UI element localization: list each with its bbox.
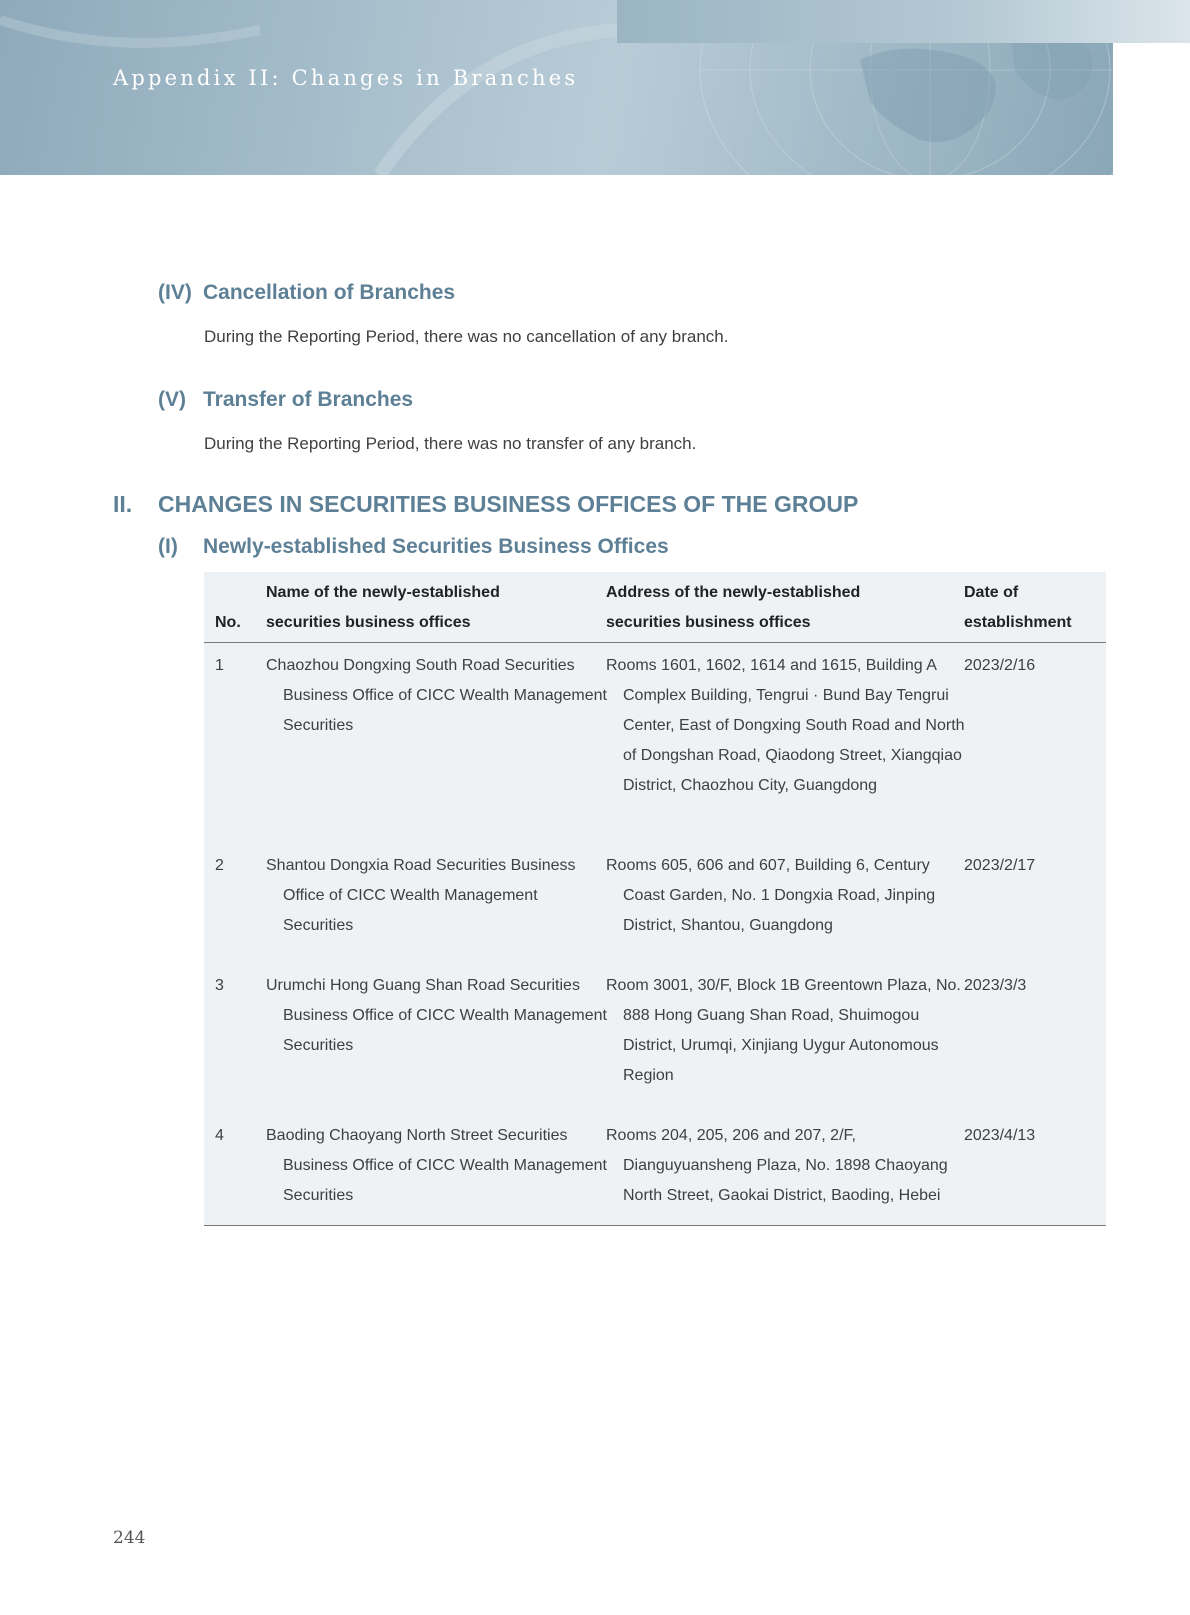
row-name: Urumchi Hong Guang Shan Road Securities Business Office of CICC Wealth Management Securities: [266, 977, 607, 1054]
page-number: 244: [113, 1528, 146, 1548]
row-no: 1: [215, 657, 224, 674]
section-iv-text: During the Reporting Period, there was no cancellation of any branch.: [204, 327, 729, 346]
row-address: Rooms 1601, 1602, 1614 and 1615, Building A Complex Building, Tengrui · Bund Bay Tengrui Center, East of Dongxing South Road and North of Dongshan Road, Qiaodong Street, Xiangqiao District, Chaozhou City, Guangdong: [606, 657, 965, 794]
header-address-line1: Address of the newly-established: [606, 584, 861, 601]
section-iv-number: (IV): [158, 281, 192, 304]
header-name: [266, 578, 500, 638]
row-no: 4: [215, 1127, 224, 1144]
row-name: Shantou Dongxia Road Securities Business Office of CICC Wealth Management Securities: [266, 857, 576, 934]
business-offices-table: [204, 572, 1106, 1226]
row-date: 2023/3/3: [964, 977, 1027, 994]
row-name: Chaozhou Dongxing South Road Securities Business Office of CICC Wealth Management Securities: [266, 657, 607, 734]
row-date: 2023/2/16: [964, 657, 1036, 674]
header-address: [606, 578, 860, 638]
header-date-line2: establishment: [964, 614, 1072, 631]
section-v-text: During the Reporting Period, there was no transfer of any branch.: [204, 434, 697, 453]
row-date: 2023/4/13: [964, 1127, 1036, 1144]
header-no: No.: [215, 614, 241, 631]
section-v-number: (V): [158, 388, 186, 411]
header-address-line2: securities business offices: [606, 614, 811, 631]
section-ii-number: II.: [113, 491, 133, 517]
row-address: Room 3001, 30/F, Block 1B Greentown Plaza, No. 888 Hong Guang Shan Road, Shuimogou District, Urumqi, Xinjiang Uygur Autonomous Region: [606, 977, 961, 1084]
section-ii-title: CHANGES IN SECURITIES BUSINESS OFFICES OF THE GROUP: [158, 491, 859, 517]
row-no: 3: [215, 977, 224, 994]
header-name-line1: Name of the newly-established: [266, 584, 500, 601]
section-iv-title: Cancellation of Branches: [203, 281, 456, 304]
subsection-i-number: (I): [158, 535, 178, 558]
header-date-line1: Date of: [964, 584, 1019, 601]
row-address: Rooms 204, 205, 206 and 207, 2/F, Dianguyuansheng Plaza, No. 1898 Chaoyang North Street, Gaokai District, Baoding, Hebei: [606, 1127, 948, 1204]
row-no: 2: [215, 857, 224, 874]
header-strip: [617, 0, 1190, 43]
row-name: Baoding Chaoyang North Street Securities Business Office of CICC Wealth Management Securities: [266, 1127, 607, 1204]
subsection-i-title: Newly-established Securities Business Offices: [203, 535, 669, 558]
header-date: [964, 578, 1072, 638]
row-date: 2023/2/17: [964, 857, 1036, 874]
page-header-title: Appendix II: Changes in Branches: [113, 66, 579, 90]
row-address: Rooms 605, 606 and 607, Building 6, Century Coast Garden, No. 1 Dongxia Road, Jinping District, Shantou, Guangdong: [606, 857, 936, 934]
section-v-title: Transfer of Branches: [203, 388, 414, 411]
table-header: [204, 572, 1106, 643]
header-name-line2: securities business offices: [266, 614, 471, 631]
